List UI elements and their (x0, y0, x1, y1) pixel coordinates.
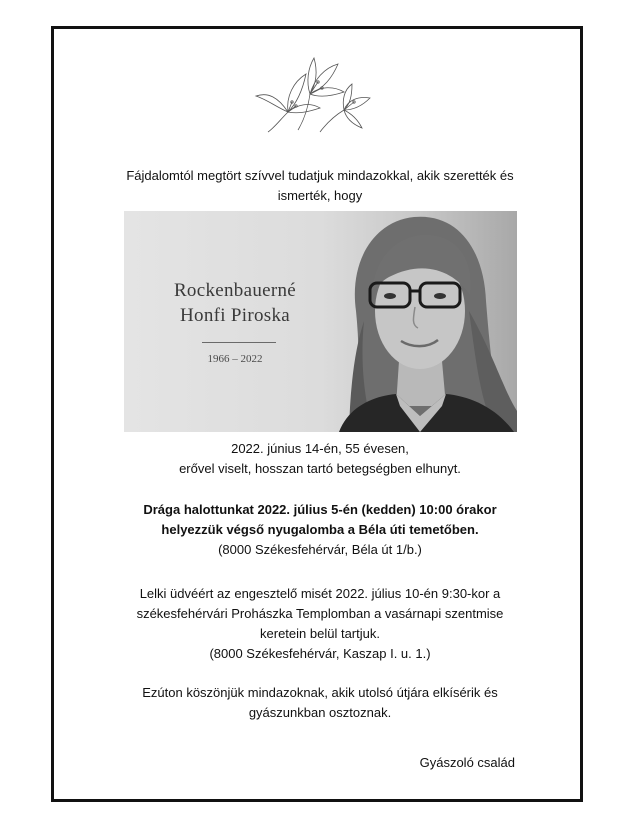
deceased-name (144, 278, 326, 328)
death-line-2: erővel viselt, hosszan tartó betegségben elhunyt. (179, 461, 461, 476)
funeral-address: (8000 Székesfehérvár, Béla út 1/b.) (218, 542, 422, 557)
mass-line-3: keretein belül tartjuk. (260, 626, 380, 641)
death-line-1: 2022. június 14-én, 55 évesen, (231, 441, 409, 456)
mass-address: (8000 Székesfehérvár, Kaszap I. u. 1.) (209, 646, 431, 661)
memorial-photo-banner (124, 211, 517, 432)
death-notice (110, 439, 530, 479)
mass-line-1: Lelki üdvéért az engesztelő misét 2022. július 10-én 9:30-kor a (139, 586, 501, 601)
life-years: 1966 – 2022 (207, 353, 263, 365)
mass-info (110, 584, 530, 664)
funeral-info (110, 500, 530, 560)
name-divider (202, 342, 276, 343)
intro-line-2: ismerték, hogy (277, 188, 363, 203)
funeral-line-1: Drága halottunkat 2022. július 5-én (kedden) 10:00 órakor (143, 502, 497, 517)
name-line-1: Rockenbauerné (173, 280, 297, 301)
mass-line-2: székesfehérvári Prohászka Templomban a vasárnapi szentmise (136, 606, 504, 621)
intro-line-1: Fájdalomtól megtört szívvel tudatjuk mindazokkal, akik szerették és (126, 168, 514, 183)
lily-flower-icon (248, 52, 378, 134)
thanks-line-2: gyászunkban osztoznak. (248, 705, 392, 720)
funeral-line-2: helyezzük végső nyugalomba a Béla úti temetőben. (161, 522, 479, 537)
intro-text (110, 166, 530, 206)
signature: Gyászoló család (419, 755, 515, 770)
name-line-2: Honfi Piroska (180, 305, 290, 326)
thanks-text (110, 683, 530, 723)
thanks-line-1: Ezúton köszönjük mindazoknak, akik utolsó útjára elkísérik és (142, 685, 498, 700)
